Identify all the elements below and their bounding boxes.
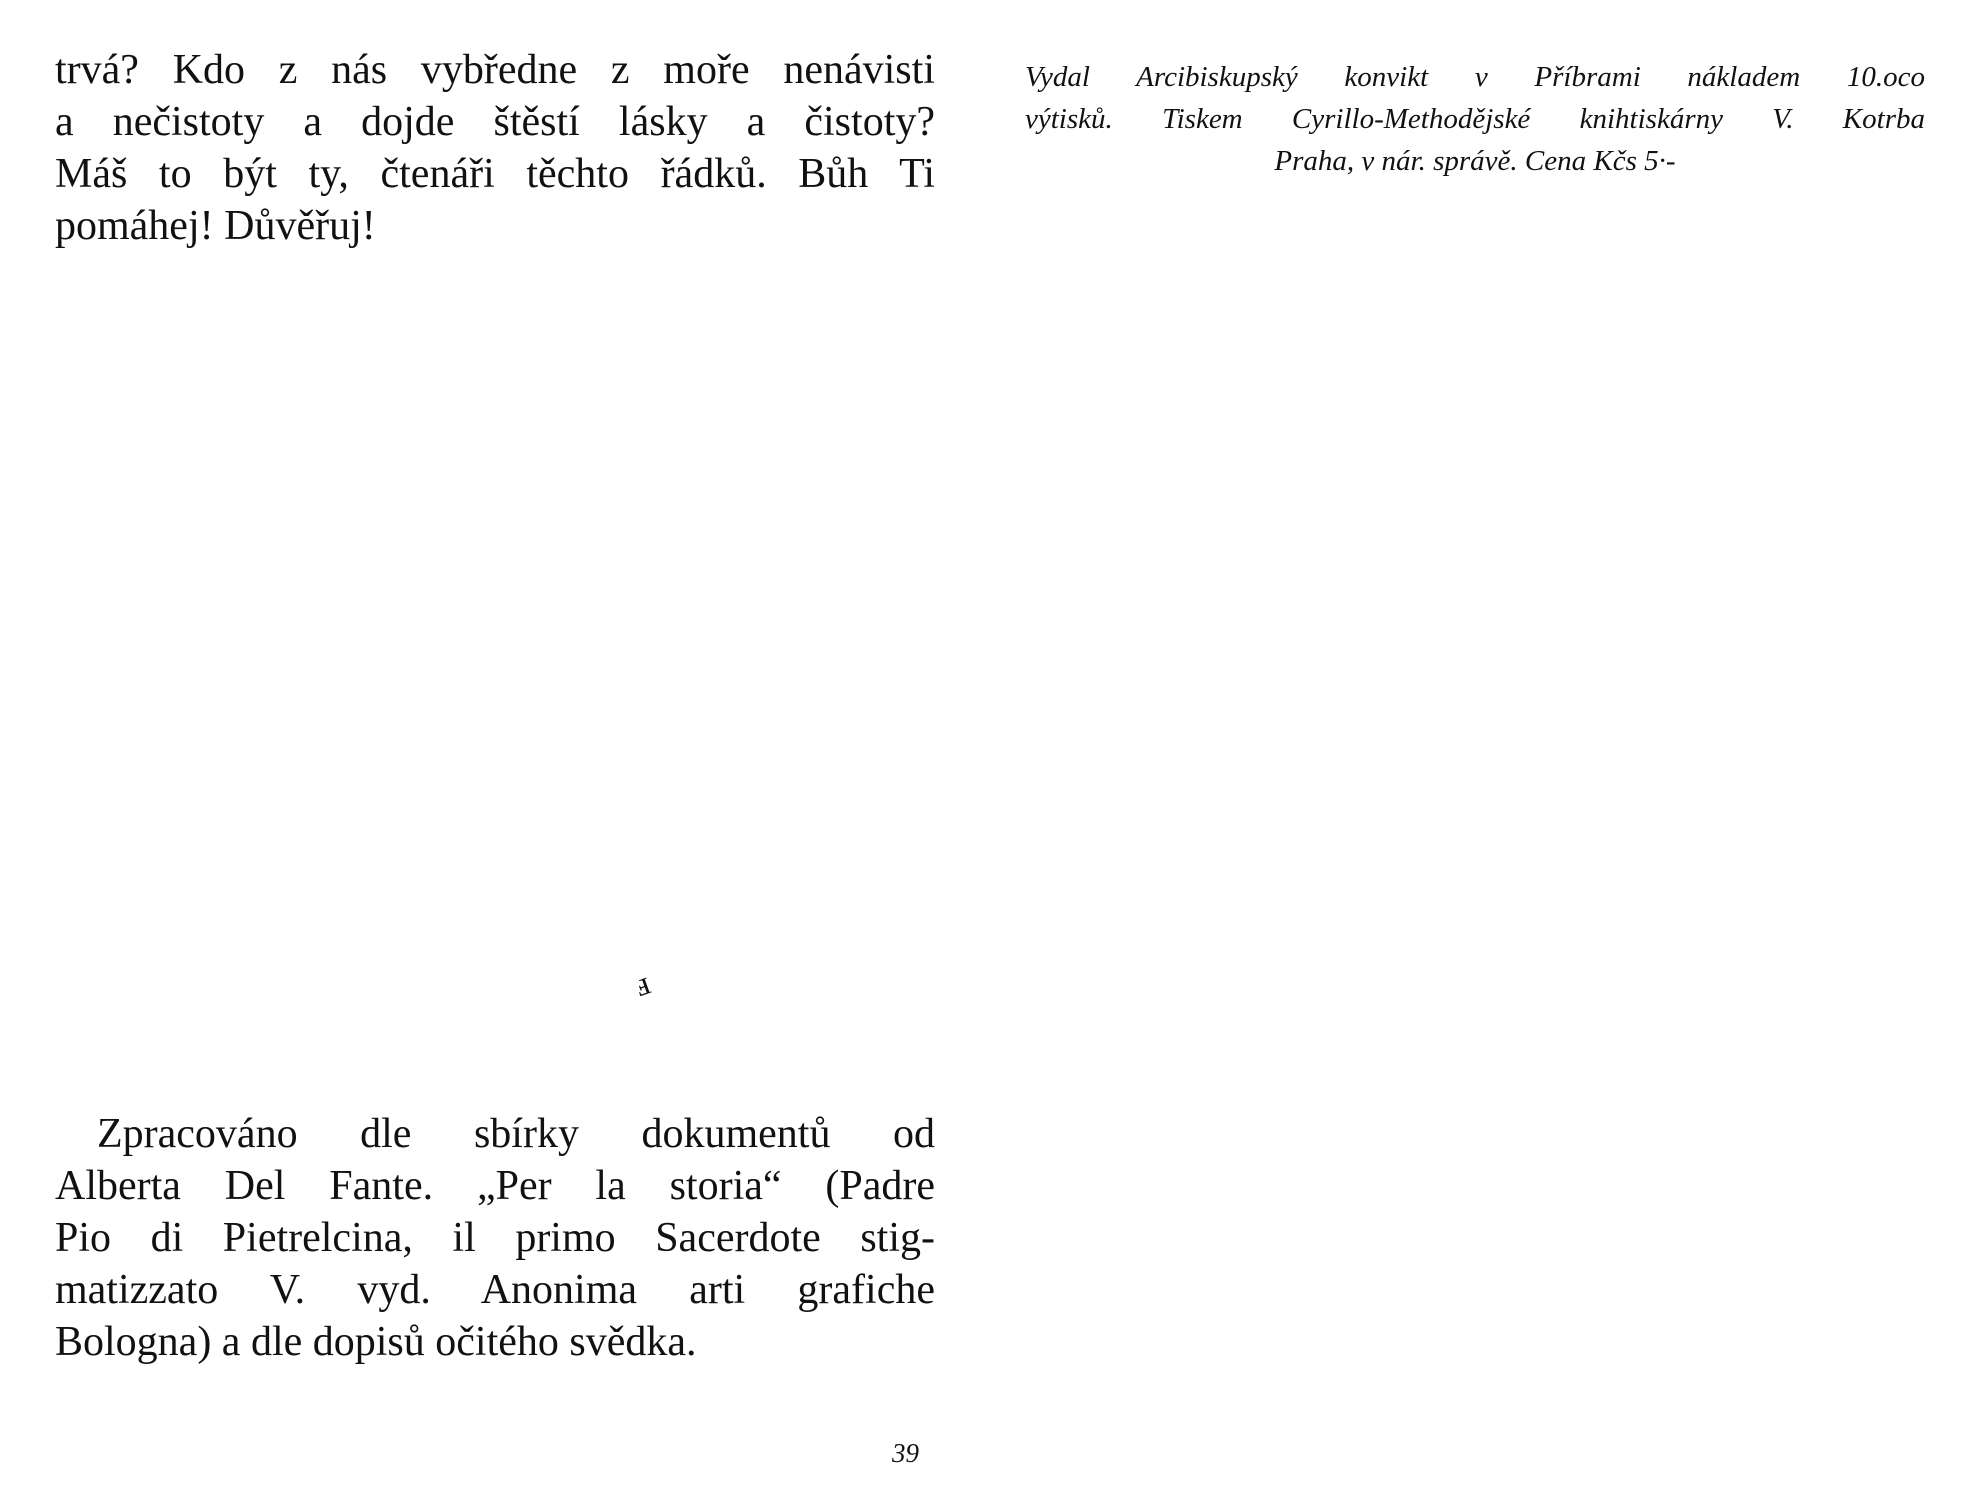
text-line: matizzato V. vyd. Anonima arti grafiche [55,1267,935,1313]
colophon-line: Praha, v nár. správě. Cena Kčs 5·- [1274,145,1676,177]
closing-paragraph [55,44,935,252]
text-line: Bologna) a dle dopisů očitého svědka. [55,1319,697,1365]
left-page [55,0,935,1500]
colophon-line: Vydal Arcibiskupský konvikt v Příbrami nákladem 10.oco [1025,61,1925,93]
text-line: pomáhej! Důvěřuj! [55,203,376,249]
right-page [1025,0,1925,1500]
source-note [55,1108,935,1368]
colophon-line: výtisků. Tiskem Cyrillo-Methodějské knihtiskárny V. Kotrba [1025,103,1925,135]
text-line: Máš to být ty, čtenáři těchto řádků. Bůh Ti [55,151,935,197]
page-number: 39 [892,1438,919,1468]
text-line: a nečistoty a dojde štěstí lásky a čistoty? [55,99,935,145]
text-line: Zpracováno dle sbírky dokumentů od [97,1111,935,1157]
text-line: Alberta Del Fante. „Per la storia“ (Padre [55,1163,935,1209]
ink-mark: ⅎ [628,964,655,1005]
text-line: trvá? Kdo z nás vybředne z moře nenávisti [55,47,935,93]
text-line: Pio di Pietrelcina, il primo Sacerdote stig- [55,1215,935,1261]
colophon [1025,56,1925,182]
